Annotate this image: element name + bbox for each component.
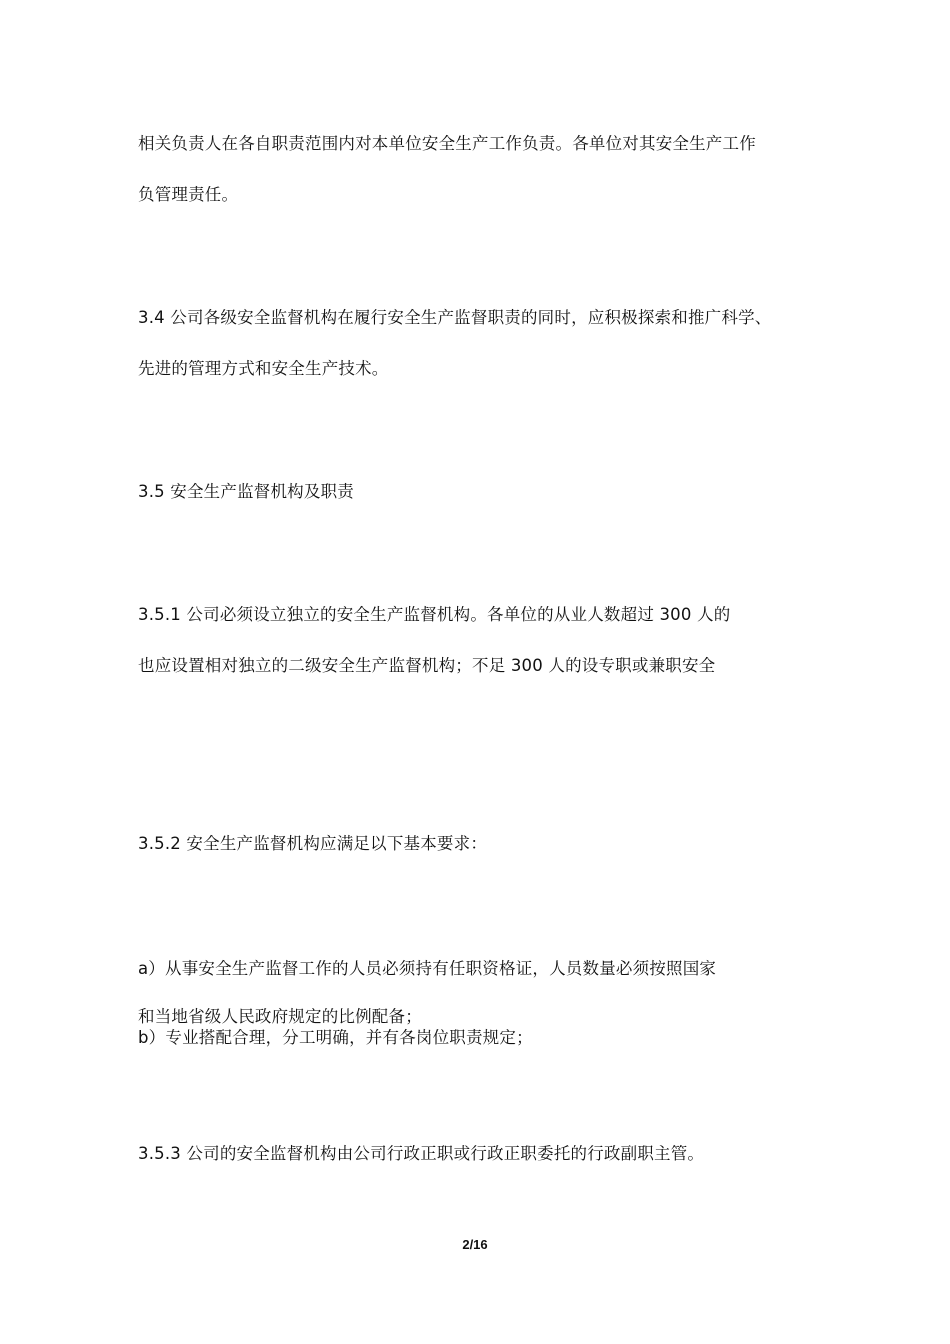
page-number: 2/16 <box>462 1237 488 1252</box>
item-a-line-2: 和当地省级人民政府规定的比例配备； <box>138 1007 422 1026</box>
section-3-5-1-line-1: 3.5.1 公司必须设立独立的安全生产监督机构。各单位的从业人数超过 300 人的 <box>138 605 731 624</box>
section-3-4-line-2: 先进的管理方式和安全生产技术。 <box>138 359 389 378</box>
paragraph-line-1: 相关负责人在各自职责范围内对本单位安全生产工作负责。各单位对其安全生产工作 <box>138 134 756 153</box>
section-3-5-3-line: 3.5.3 公司的安全监督机构由公司行政正职或行政正职委托的行政副职主管。 <box>138 1144 705 1163</box>
item-b-line: b）专业搭配合理，分工明确，并有各岗位职责规定； <box>138 1028 533 1047</box>
section-3-5-heading: 3.5 安全生产监督机构及职责 <box>138 482 354 501</box>
paragraph-line-2: 负管理责任。 <box>138 185 239 204</box>
section-3-4-line-1: 3.4 公司各级安全监督机构在履行安全生产监督职责的同时，应积极探索和推广科学、 <box>138 308 772 327</box>
item-a-line-1: a）从事安全生产监督工作的人员必须持有任职资格证，人员数量必须按照国家 <box>138 959 717 978</box>
section-3-5-1-line-2: 也应设置相对独立的二级安全生产监督机构；不足 300 人的设专职或兼职安全 <box>138 656 716 675</box>
section-3-5-2-heading: 3.5.2 安全生产监督机构应满足以下基本要求： <box>138 834 488 853</box>
